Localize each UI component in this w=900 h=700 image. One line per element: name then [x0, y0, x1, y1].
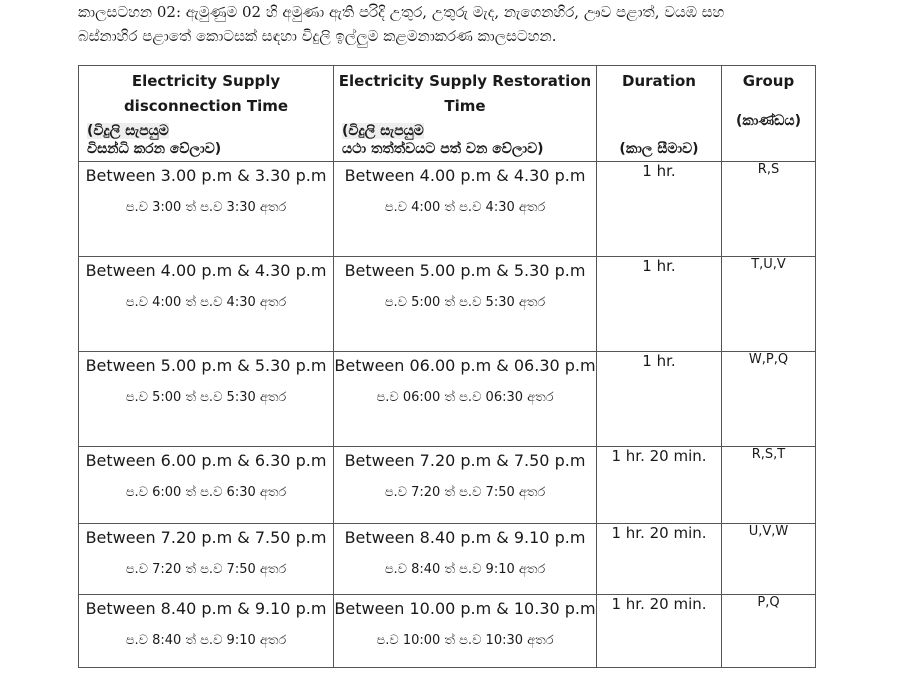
restoration-cell — [334, 524, 597, 595]
header-restoration-si-b: යථා තත්ත්වයට පත් වන වේලාව) — [342, 141, 544, 157]
restoration-cell — [334, 352, 597, 447]
group-cell: U,V,W — [722, 524, 816, 595]
group-cell: R,S,T — [722, 447, 816, 524]
table-row — [79, 447, 816, 524]
header-disconnection-si-a: (විදුලි සැපයුම — [87, 123, 169, 139]
header-disconnection-si-b: විසන්ධි කරන වේලාව) — [87, 141, 222, 157]
duration-cell: 1 hr. — [597, 162, 722, 257]
header-group-si: (කාණ්ඩය) — [736, 113, 801, 129]
disconnection-cell — [79, 595, 334, 668]
disconnection-time-en: Between 4.00 p.m & 4.30 p.m — [85, 261, 327, 280]
duration-cell: 1 hr. — [597, 257, 722, 352]
header-group — [722, 66, 816, 162]
intro-line: බස්නාහිර පළාතේ කොටසක් සඳහා විදුලි ඉල්ලුම කළමනාකරණ කාලසටහන. — [78, 27, 557, 45]
disconnection-time-en: Between 8.40 p.m & 9.10 p.m — [85, 599, 327, 618]
restoration-time-en: Between 8.40 p.m & 9.10 p.m — [344, 528, 586, 547]
group-cell: P,Q — [722, 595, 816, 668]
duration-cell: 1 hr. — [597, 352, 722, 447]
disconnection-time-si: ප.ව 3:00 ත් ප.ව 3:30 අතර — [125, 200, 287, 215]
header-restoration-si-a: (විදුලි සැපයුම — [342, 123, 424, 139]
duration-cell: 1 hr. 20 min. — [597, 524, 722, 595]
table-row — [79, 595, 816, 668]
table-row — [79, 257, 816, 352]
header-disconnection-en: Electricity Supply disconnection Time — [123, 72, 289, 115]
group-cell: T,U,V — [722, 257, 816, 352]
disconnection-cell — [79, 524, 334, 595]
restoration-time-si: ප.ව 10:00 ත් ප.ව 10:30 අතර — [376, 633, 554, 648]
header-group-en: Group — [742, 72, 795, 90]
intro-line: කාලසටහන 02: ඇමුණුම 02 හි අමුණා ඇති පරිදි උතුර, උතුරු මැද, නැගෙනහිර, ඌව පළාත්, වයඹ සහ — [78, 3, 725, 21]
header-row — [79, 66, 816, 162]
disconnection-time-si: ප.ව 8:40 ත් ප.ව 9:10 අතර — [125, 633, 287, 648]
disconnection-time-si: ප.ව 7:20 ත් ප.ව 7:50 අතර — [125, 562, 287, 577]
restoration-time-si: ප.ව 8:40 ත් ප.ව 9:10 අතර — [384, 562, 546, 577]
restoration-time-en: Between 7.20 p.m & 7.50 p.m — [344, 451, 586, 470]
disconnection-time-en: Between 6.00 p.m & 6.30 p.m — [85, 451, 327, 470]
intro-paragraph — [78, 0, 828, 48]
disconnection-cell — [79, 162, 334, 257]
restoration-cell — [334, 447, 597, 524]
disconnection-cell — [79, 352, 334, 447]
disconnection-cell — [79, 257, 334, 352]
disconnection-time-en: Between 5.00 p.m & 5.30 p.m — [85, 356, 327, 375]
restoration-cell — [334, 595, 597, 668]
restoration-time-si: ප.ව 06:00 ත් ප.ව 06:30 අතර — [376, 390, 554, 405]
restoration-time-si: ප.ව 7:20 ත් ප.ව 7:50 අතර — [384, 485, 546, 500]
header-duration-en: Duration — [622, 72, 696, 90]
restoration-cell — [334, 257, 597, 352]
header-restoration-en: Electricity Supply Restoration Time — [338, 72, 592, 115]
disconnection-time-en: Between 7.20 p.m & 7.50 p.m — [85, 528, 327, 547]
header-disconnection — [79, 66, 334, 162]
group-cell: R,S — [722, 162, 816, 257]
header-restoration — [334, 66, 597, 162]
duration-cell: 1 hr. 20 min. — [597, 447, 722, 524]
restoration-time-si: ප.ව 5:00 ත් ප.ව 5:30 අතර — [384, 295, 546, 310]
restoration-time-en: Between 5.00 p.m & 5.30 p.m — [344, 261, 586, 280]
header-duration — [597, 66, 722, 162]
header-duration-si: (කාල සීමාව) — [619, 141, 699, 157]
schedule-table — [78, 65, 816, 668]
duration-cell: 1 hr. 20 min. — [597, 595, 722, 668]
restoration-time-en: Between 10.00 p.m & 10.30 p.m — [334, 599, 596, 618]
disconnection-time-si: ප.ව 4:00 ත් ප.ව 4:30 අතර — [125, 295, 287, 310]
restoration-time-en: Between 4.00 p.m & 4.30 p.m — [344, 166, 586, 185]
restoration-time-en: Between 06.00 p.m & 06.30 p.m — [334, 356, 596, 375]
disconnection-time-si: ප.ව 5:00 ත් ප.ව 5:30 අතර — [125, 390, 287, 405]
group-cell: W,P,Q — [722, 352, 816, 447]
restoration-cell — [334, 162, 597, 257]
disconnection-time-en: Between 3.00 p.m & 3.30 p.m — [85, 166, 327, 185]
table-row — [79, 162, 816, 257]
disconnection-time-si: ප.ව 6:00 ත් ප.ව 6:30 අතර — [125, 485, 287, 500]
disconnection-cell — [79, 447, 334, 524]
restoration-time-si: ප.ව 4:00 ත් ප.ව 4:30 අතර — [384, 200, 546, 215]
table-row — [79, 524, 816, 595]
table-row — [79, 352, 816, 447]
